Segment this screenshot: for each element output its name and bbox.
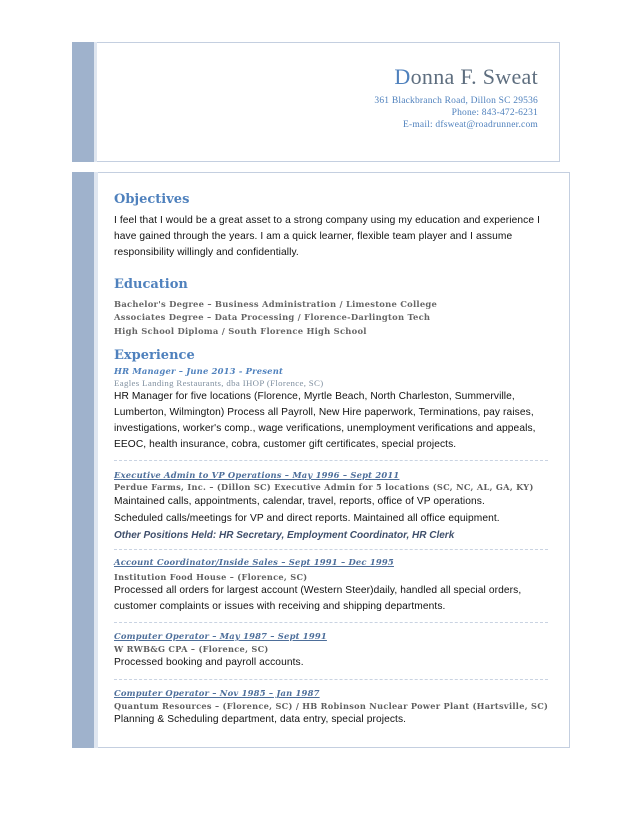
job-line: HR Manager for five locations (Florence, Myrtle Beach, North Charleston, Summerville, (114, 391, 515, 402)
objectives-line: responsibility willingly and confidentially. (114, 247, 299, 258)
job-employer: Institution Food House – (Florence, SC) (114, 572, 308, 582)
job-employer: Quantum Resources – (Florence, SC) / HB Robinson Nuclear Power Plant (Hartsville, SC) (114, 701, 549, 711)
name-initial: D (394, 64, 411, 89)
section-divider (114, 460, 548, 462)
header-side-bar (72, 42, 94, 162)
job-employer: Eagles Landing Restaurants, dba IHOP (Florence, SC) (114, 378, 324, 388)
job-employer: Perdue Farms, Inc. – (Dillon SC) Executive Admin for 5 locations (SC, NC, AL, GA, KY) (114, 482, 534, 492)
job-line: Processed all orders for largest account (Western Steer)daily, handled all special orders, (114, 585, 522, 596)
header-side-bar-light (94, 42, 97, 162)
job-employer: W RWB&G CPA – (Florence, SC) (114, 644, 269, 654)
education-heading: Education (114, 277, 188, 292)
job-title: HR Manager – June 2013 - Present (114, 366, 284, 376)
job-title: Computer Operator – May 1987 – Sept 1991 (114, 631, 327, 641)
phone: Phone: 843-472-6231 (451, 108, 538, 118)
job-line: customer complaints or issues with receiving and shipping departments. (114, 601, 446, 612)
name-rest: onna F. Sweat (410, 64, 538, 89)
job-line: Processed booking and payroll accounts. (114, 657, 304, 668)
section-divider (114, 622, 548, 624)
objectives-line: I feel that I would be a great asset to a strong company using my education and experience I (114, 215, 541, 226)
other-positions: Other Positions Held: HR Secretary, Employment Coordinator, HR Clerk (114, 530, 455, 541)
objectives-line: have gained through the years. I am a quick learner, flexible team player and I assume (114, 231, 513, 242)
resume-name (394, 64, 538, 90)
address: 361 Blackbranch Road, Dillon SC 29536 (374, 96, 538, 106)
objectives-heading: Objectives (114, 192, 190, 207)
job-title: Executive Admin to VP Operations – May 1996 – Sept 2011 (114, 470, 400, 480)
job-title: Computer Operator – Nov 1985 – Jan 1987 (114, 688, 320, 698)
education-line: High School Diploma / South Florence High School (114, 326, 367, 336)
job-line: Maintained calls, appointments, calendar, travel, reports, office of VP operations. (114, 496, 485, 507)
job-line: investigations, worker's comp., wage verifications, unemployment verifications and appeals, (114, 423, 536, 434)
job-line: Lumberton, Wilmington) Process all Payroll, New Hire paperwork, Terminations, pay raises, (114, 407, 534, 418)
section-divider (114, 679, 548, 681)
section-divider (114, 549, 548, 551)
education-line: Bachelor's Degree – Business Administration / Limestone College (114, 299, 438, 309)
body-side-bar-light (94, 172, 98, 748)
job-title: Account Coordinator/Inside Sales – Sept 1991 – Dec 1995 (114, 557, 394, 567)
body-side-bar (72, 172, 94, 748)
education-line: Associates Degree – Data Processing / Florence-Darlington Tech (114, 312, 431, 322)
job-line: Scheduled calls/meetings for VP and direct reports. Maintained all office equipment. (114, 513, 500, 524)
job-line: Planning & Scheduling department, data entry, special projects. (114, 714, 407, 725)
experience-heading: Experience (114, 348, 195, 363)
job-line: EEOC, health insurance, cobra, customer gift certificates, special projects. (114, 439, 457, 450)
email: E-mail: dfsweat@roadrunner.com (402, 120, 538, 130)
